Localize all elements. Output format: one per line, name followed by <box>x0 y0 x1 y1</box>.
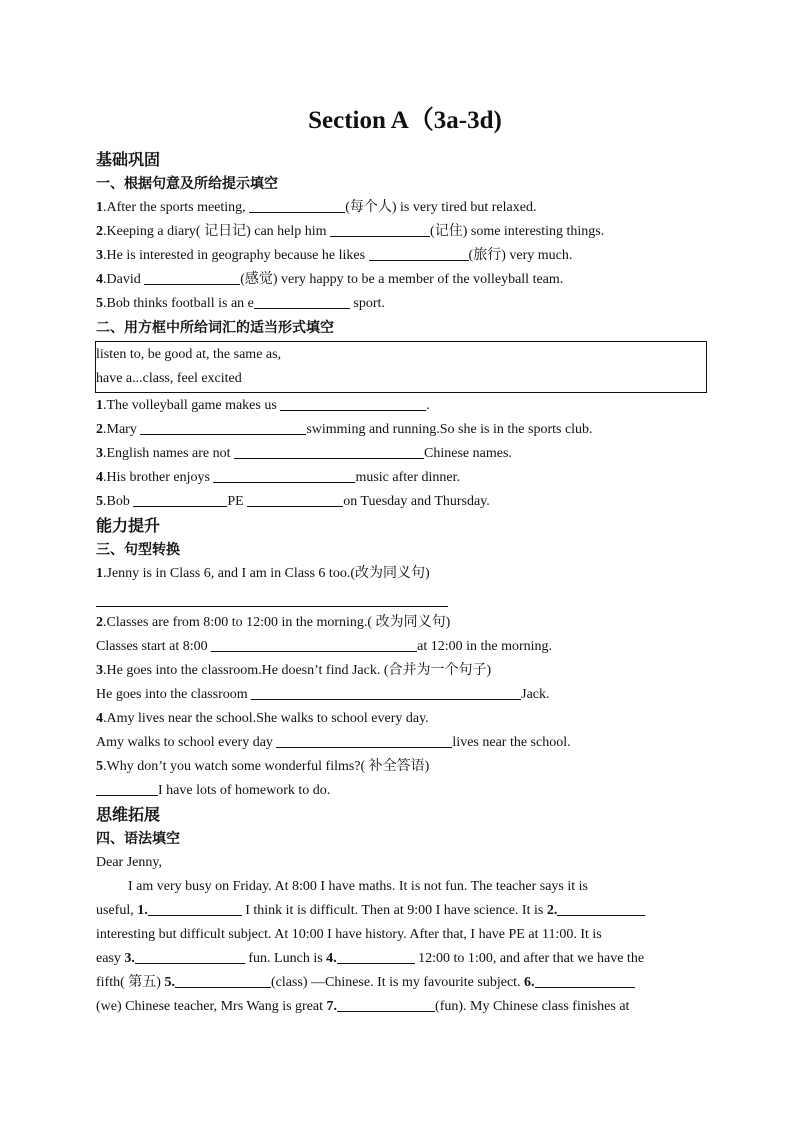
letter-line: I am very busy on Friday. At 8:00 I have maths. It is not fun. The teacher says it is <box>128 879 588 894</box>
part3-heading: 三、句型转换 <box>96 542 180 558</box>
letter-line: useful, 1. I think it is difficult. Then at 9:00 I have science. It is 2. <box>96 899 706 923</box>
part1-item-3: 3.He is interested in geography because he likes (旅行) very much. <box>96 244 706 268</box>
answer-blank-1[interactable] <box>148 900 242 916</box>
part3-q2-answer: Classes start at 8:00 at 12:00 in the morning. <box>96 635 706 659</box>
answer-blank[interactable] <box>254 293 350 309</box>
word-box-line: listen to, be good at, the same as, <box>96 347 282 362</box>
part3-q4-answer: Amy walks to school every day lives near the school. <box>96 731 706 755</box>
worksheet-page <box>96 104 706 1019</box>
part1-item-5: 5.Bob thinks football is an e sport. <box>96 292 706 316</box>
answer-blank[interactable] <box>140 419 306 435</box>
part3-q3-answer: He goes into the classroom Jack. <box>96 683 706 707</box>
answer-blank[interactable] <box>247 491 343 507</box>
answer-blank-6[interactable] <box>535 972 635 988</box>
answer-blank[interactable] <box>330 221 430 237</box>
part2-item-4: 4.His brother enjoys music after dinner. <box>96 466 706 490</box>
part2-item-5: 5.Bob PE on Tuesday and Thursday. <box>96 490 706 514</box>
page-title: Section A（3a-3d) <box>308 107 502 134</box>
answer-blank[interactable] <box>234 443 424 459</box>
section-basic: 基础巩固 <box>96 150 161 169</box>
word-box-line: have a...class, feel excited <box>96 371 242 386</box>
section-ability: 能力提升 <box>96 516 161 535</box>
answer-line[interactable] <box>96 586 448 607</box>
answer-blank-4[interactable] <box>337 948 415 964</box>
answer-blank[interactable] <box>276 732 452 748</box>
answer-blank[interactable] <box>133 491 227 507</box>
part1-item-2: 2.Keeping a diary( 记日记) can help him (记住) some interesting things. <box>96 220 706 244</box>
answer-blank[interactable] <box>211 636 417 652</box>
part3-q4: 4.Amy lives near the school.She walks to school every day. <box>96 711 429 726</box>
part3-q5: 5.Why don’t you watch some wonderful films?( 补全答语) <box>96 759 430 774</box>
answer-blank[interactable] <box>251 684 521 700</box>
letter-line: (we) Chinese teacher, Mrs Wang is great 7. (fun). My Chinese class finishes at <box>96 995 706 1019</box>
part4-heading: 四、语法填空 <box>96 831 180 847</box>
part3-q3: 3.He goes into the classroom.He doesn’t find Jack. (合并为一个句子) <box>96 663 492 678</box>
answer-blank[interactable] <box>369 245 469 261</box>
part2-item-2: 2.Mary swimming and running.So she is in the sports club. <box>96 418 706 442</box>
part1-item-4: 4.David (感觉) very happy to be a member of the volleyball team. <box>96 268 706 292</box>
letter-line: fifth( 第五) 5. (class) —Chinese. It is my favourite subject. 6. <box>96 971 706 995</box>
answer-blank[interactable] <box>96 780 158 796</box>
answer-blank-3[interactable] <box>135 948 245 964</box>
answer-blank[interactable] <box>213 467 355 483</box>
part2-item-3: 3.English names are not Chinese names. <box>96 442 706 466</box>
answer-blank-2[interactable] <box>557 900 645 916</box>
word-box <box>95 341 707 393</box>
part2-item-1: 1.The volleyball game makes us . <box>96 394 706 418</box>
answer-blank-5[interactable] <box>175 972 271 988</box>
letter-line: interesting but difficult subject. At 10:00 I have history. After that, I have PE at 11:00. It is <box>96 927 602 942</box>
answer-blank-7[interactable] <box>337 996 435 1012</box>
part1-heading: 一、根据句意及所给提示填空 <box>96 176 278 192</box>
section-thinking: 思维拓展 <box>96 805 161 824</box>
part3-q5-answer: I have lots of homework to do. <box>96 779 706 803</box>
answer-blank[interactable] <box>144 269 240 285</box>
part3-q2: 2.Classes are from 8:00 to 12:00 in the morning.( 改为同义句) <box>96 615 451 630</box>
letter-greeting: Dear Jenny, <box>96 855 162 870</box>
part1-item-1: 1.After the sports meeting, (每个人) is very tired but relaxed. <box>96 196 706 220</box>
answer-blank[interactable] <box>280 395 426 411</box>
part2-heading: 二、用方框中所给词汇的适当形式填空 <box>96 320 334 336</box>
answer-blank[interactable] <box>249 197 345 213</box>
letter-line: easy 3. fun. Lunch is 4. 12:00 to 1:00, and after that we have the <box>96 947 706 971</box>
part3-q1: 1.Jenny is in Class 6, and I am in Class 6 too.(改为同义句) <box>96 566 430 581</box>
